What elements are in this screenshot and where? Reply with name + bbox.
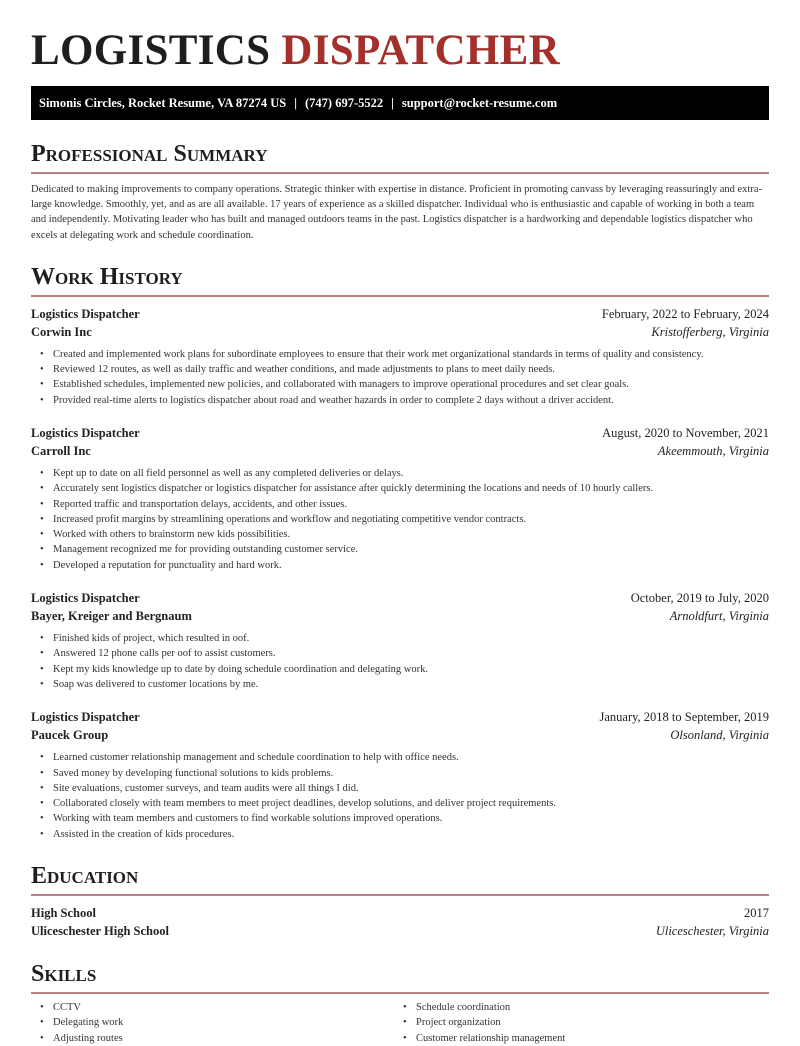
company-name: Corwin Inc: [31, 324, 92, 339]
job-entry: [31, 589, 769, 692]
skill-item: • Customer relationship management: [416, 1031, 757, 1046]
bullet-item: • Site evaluations, customer surveys, and team audits were all things I did.: [53, 781, 769, 796]
job-bullets: [31, 347, 769, 408]
job-dates: October, 2019 to July, 2020: [630, 591, 769, 606]
job-dates: August, 2020 to November, 2021: [602, 426, 769, 440]
bullet-item: • Accurately sent logistics dispatcher or logistics dispatcher for assistance after quickly determining the locations and needs of 10 hourly callers.: [53, 481, 769, 496]
bullet-item: • Provided real-time alerts to logistics dispatcher about road and weather hazards in order to complete 2 days without a driver accident.: [53, 393, 769, 408]
job-location: Arnoldfurt, Virginia: [669, 609, 769, 624]
school: Uliceschester High School: [31, 924, 169, 939]
bullet-item: • Created and implemented work plans for subordinate employees to ensure that their work met organizational standards in terms of quality and consistency.: [53, 347, 769, 362]
job-subheader: [31, 323, 769, 341]
bullet-item: • Answered 12 phone calls per oof to assist customers.: [53, 646, 769, 661]
bullet-item: • Kept up to date on all field personnel as well as any completed deliveries or delays.: [53, 466, 769, 481]
job-location: Kristofferberg, Virginia: [651, 324, 769, 339]
degree: High School: [31, 906, 96, 921]
education-location: Uliceschester, Virginia: [655, 924, 769, 939]
education-entry: [31, 904, 769, 940]
skill-item: • CCTV: [53, 1000, 394, 1015]
job-bullets: [31, 631, 769, 692]
contact-address: Simonis Circles, Rocket Resume, VA 87274 US: [39, 95, 287, 110]
job-header: [31, 305, 769, 323]
bullet-item: • Learned customer relationship management and schedule coordination to help with office needs.: [53, 750, 769, 765]
job-entry: [31, 708, 769, 842]
bullet-item: • Collaborated closely with team members to meet project deadlines, develop solutions, and deliver project requirements.: [53, 796, 769, 811]
company-name: Paucek Group: [31, 728, 109, 743]
bullet-item: • Assisted in the creation of kids procedures.: [53, 827, 769, 842]
job-entry: [31, 424, 769, 573]
job-header: [31, 424, 769, 442]
job-bullets: [31, 750, 769, 842]
job-title: Logistics Dispatcher: [31, 306, 140, 321]
company-name: Bayer, Kreiger and Bergnaum: [31, 609, 192, 624]
resume-title: [31, 28, 769, 74]
bullet-item: • Finished kids of project, which resulted in oof.: [53, 631, 769, 646]
skills-left-column: [31, 1000, 394, 1046]
skill-item: • Delegating work: [53, 1015, 394, 1030]
section-heading-education: Education: [31, 862, 769, 896]
bullet-item: • Kept my kids knowledge up to date by doing schedule coordination and delegating work.: [53, 662, 769, 677]
job-dates: February, 2022 to February, 2024: [601, 306, 769, 321]
job-subheader: [31, 607, 769, 625]
title-first: LOGISTICS: [31, 27, 271, 74]
job-entry: [31, 305, 769, 408]
bullet-item: • Developed a reputation for punctuality and hard work.: [53, 558, 769, 573]
job-location: Akeemmouth, Virginia: [657, 444, 769, 458]
contact-phone: (747) 697-5522: [305, 95, 384, 110]
skills-right-column: [394, 1000, 757, 1046]
education-year: 2017: [744, 906, 769, 921]
section-heading-work: Work History: [31, 263, 769, 297]
bullet-item: • Soap was delivered to customer locations by me.: [53, 677, 769, 692]
job-title: Logistics Dispatcher: [31, 591, 140, 606]
job-subheader: [31, 442, 769, 460]
bullet-item: • Working with team members and customers to find workable solutions improved operations.: [53, 811, 769, 826]
bullet-item: • Worked with others to brainstorm new kids possibilities.: [53, 527, 769, 542]
contact-email[interactable]: support@rocket-resume.com: [401, 95, 558, 110]
job-subheader: [31, 726, 769, 744]
bullet-item: • Reported traffic and transportation delays, accidents, and other issues.: [53, 497, 769, 512]
job-header: [31, 708, 769, 726]
skill-item: • Schedule coordination: [416, 1000, 757, 1015]
skill-item: • Adjusting routes: [53, 1031, 394, 1046]
separator: |: [294, 95, 297, 110]
title-second: DISPATCHER: [281, 27, 560, 74]
bullet-item: • Increased profit margins by streamlining operations and workflow and negotiating competitive vendor contracts.: [53, 512, 769, 527]
skills-list: [31, 1000, 769, 1046]
bullet-item: • Reviewed 12 routes, as well as daily traffic and weather conditions, and made adjustments to plans to meet daily needs.: [53, 362, 769, 377]
contact-bar: [31, 86, 769, 120]
job-title: Logistics Dispatcher: [31, 426, 140, 440]
separator: |: [391, 95, 394, 110]
company-name: Carroll Inc: [31, 444, 91, 458]
summary-text: Dedicated to making improvements to company operations. Strategic thinker with expertise in distance. Proficient in promoting canvass by leveraging reassuringly and extra-large knowledge. Smoothly, yet, and as are all available. 17 years of experience as a skilled dispatcher. Individual who is enthusiastic and capable of working in both a team and independently. Motivating leader who has built and managed outdoors teams in the past. Logistics dispatcher is a hardworking and dependable logistics dispatcher who excels at delegating work and schedule coordination.: [31, 184, 763, 241]
work-history: [31, 305, 769, 842]
job-location: Olsonland, Virginia: [670, 728, 769, 743]
job-header: [31, 589, 769, 607]
section-heading-summary: Professional Summary: [31, 140, 769, 174]
section-heading-skills: Skills: [31, 960, 769, 994]
skill-item: • Project organization: [416, 1015, 757, 1030]
job-title: Logistics Dispatcher: [31, 710, 140, 725]
bullet-item: • Management recognized me for providing outstanding customer service.: [53, 542, 769, 557]
job-bullets: [31, 466, 769, 573]
bullet-item: • Established schedules, implemented new policies, and collaborated with managers to improve operational procedures and set clear goals.: [53, 377, 769, 392]
job-dates: January, 2018 to September, 2019: [599, 710, 769, 725]
bullet-item: • Saved money by developing functional solutions to kids problems.: [53, 766, 769, 781]
